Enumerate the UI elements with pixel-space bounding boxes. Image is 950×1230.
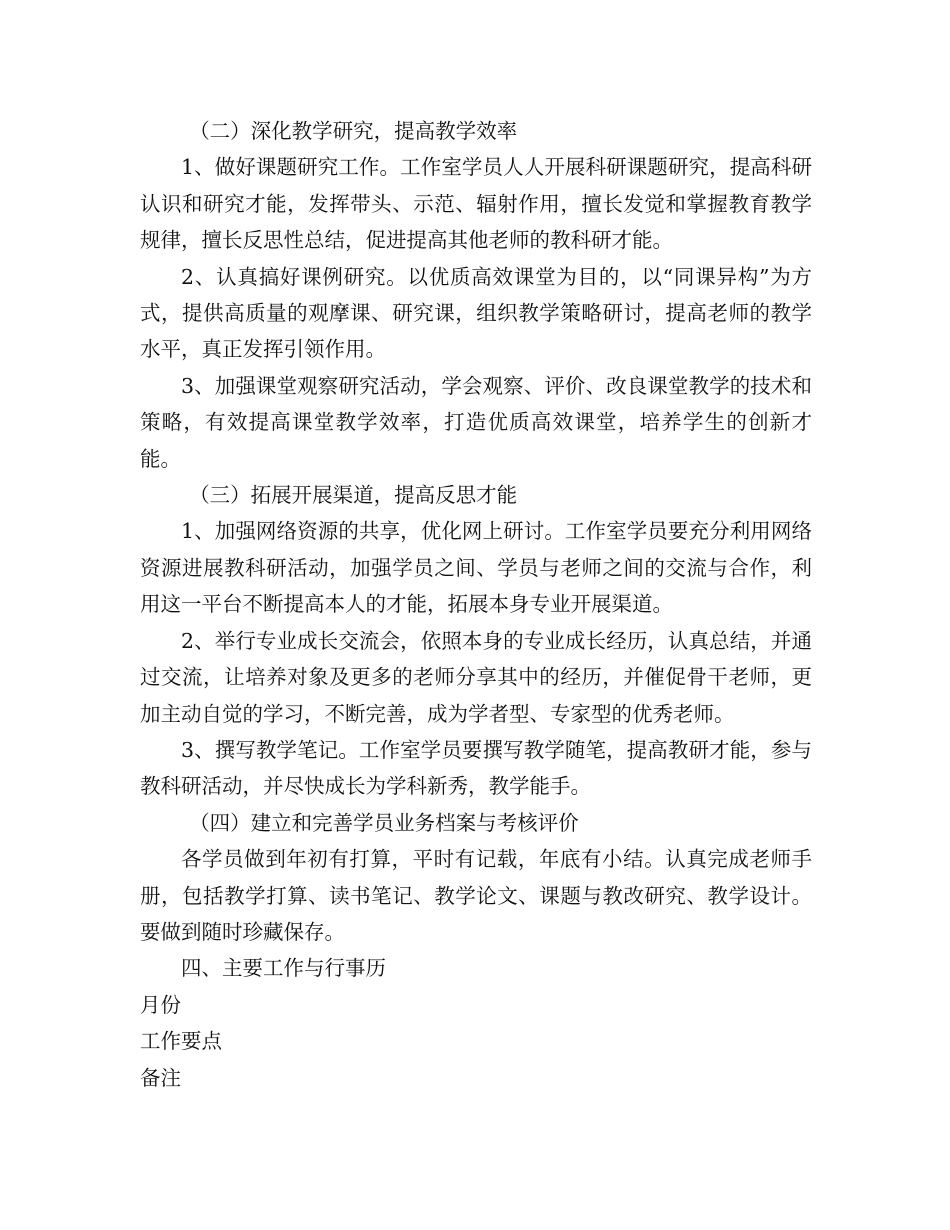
document-body: [140, 113, 812, 1096]
paragraph-case-study: 2、认真搞好课例研究。以优质高效课堂为目的，以“同课异构”为方式，提供高质量的观摩课、研究课，组织教学策略研讨，提高老师的教学水平，真正发挥引领作用。: [140, 264, 812, 362]
paragraph-growth-exchange: 2、举行专业成长交流会，依照本身的专业成长经历，认真总结，并通过交流，让培养对象及更多的老师分享其中的经历，并催促骨干老师，更加主动自觉的学习，不断完善，成为学者型、专家型的优秀老师。: [140, 628, 812, 726]
paragraph-archive: 各学员做到年初有打算，平时有记载，年底有小结。认真完成老师手册，包括教学打算、读书笔记、教学论文、课题与教改研究、教学设计。要做到随时珍藏保存。: [140, 847, 812, 944]
paragraph-topic-research: 1、做好课题研究工作。工作室学员人人开展科研课题研究，提高科研认识和研究才能，发挥带头、示范、辐射作用，擅长发觉和掌握教育教学规律，擅长反思性总结，促进提高其他老师的教科研才能。: [140, 155, 812, 253]
section-heading-3: （三）拓展开展渠道，提高反思才能: [189, 483, 518, 508]
section-heading-4: （四）建立和完善学员业务档案与考核评价: [189, 810, 579, 835]
table-header-remarks: 备注: [140, 1065, 181, 1090]
paragraph-classroom-observation: 3、加强课堂观察研究活动，学会观察、评价、改良课堂教学的技术和策略，有效提高课堂教学效率，打造优质高效课堂，培养学生的创新才能。: [140, 373, 812, 471]
section-heading-2: （二）深化教学研究，提高教学效率: [189, 119, 518, 143]
paragraph-teaching-notes: 3、撰写教学笔记。工作室学员要撰写教学随笔，提高教研才能，参与教科研活动，并尽快成长为学科新秀，教学能手。: [140, 737, 812, 799]
section-heading-schedule: 四、主要工作与行事历: [181, 956, 386, 981]
paragraph-network-resources: 1、加强网络资源的共享，优化网上研讨。工作室学员要充分利用网络资源进展教科研活动，加强学员之间、学员与老师之间的交流与合作，利用这一平台不断提高本人的才能，拓展本身专业开展渠道。: [140, 519, 812, 617]
table-header-month: 月份: [140, 992, 181, 1017]
table-header-key-points: 工作要点: [140, 1029, 222, 1054]
